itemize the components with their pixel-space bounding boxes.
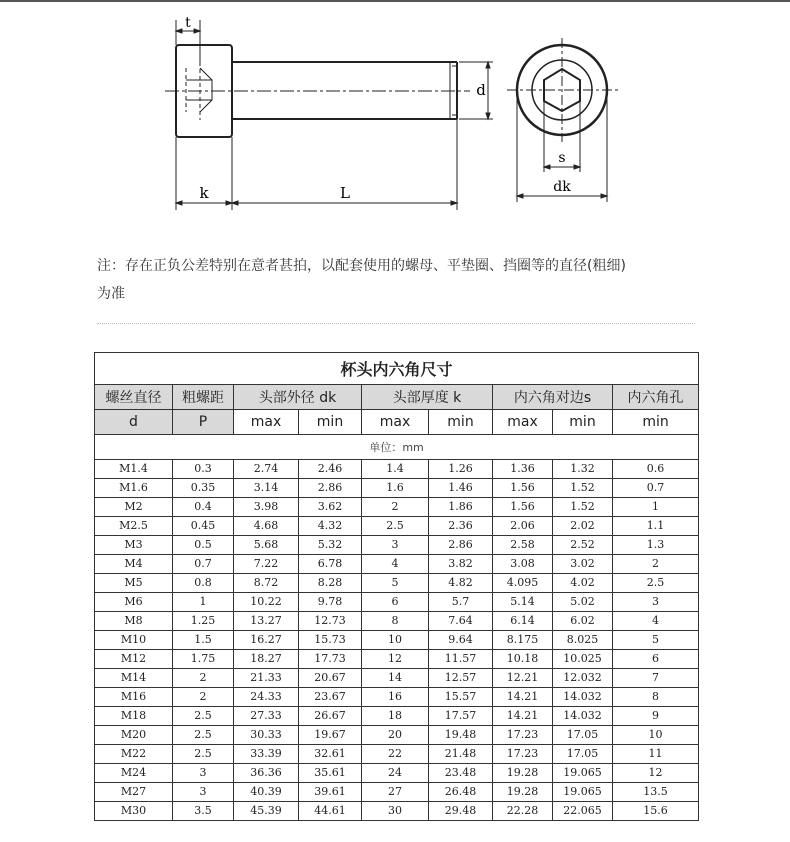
table-cell: 27.33	[234, 707, 299, 726]
side-view	[165, 45, 470, 137]
table-cell: 4.02	[553, 574, 613, 593]
table-cell: 17.05	[553, 745, 613, 764]
table-cell: 14.21	[493, 688, 553, 707]
table-cell: 2.86	[429, 536, 493, 555]
table-cell: 2.36	[429, 517, 493, 536]
table-cell: 13.5	[613, 783, 699, 802]
table-cell: 3	[173, 764, 234, 783]
table-cell: 8	[362, 612, 429, 631]
table-cell: 5.7	[429, 593, 493, 612]
table-cell: 13.27	[234, 612, 299, 631]
table-cell: M5	[95, 574, 173, 593]
table-cell: 2.52	[553, 536, 613, 555]
table-cell: M1.6	[95, 479, 173, 498]
table-cell: 10	[362, 631, 429, 650]
table-row	[95, 726, 699, 745]
table-cell: 15.6	[613, 802, 699, 821]
table-cell: 10.18	[493, 650, 553, 669]
header-sub-dk-max: max	[234, 410, 299, 435]
table-row	[95, 669, 699, 688]
table-cell: 15.73	[299, 631, 362, 650]
table-cell: 40.39	[234, 783, 299, 802]
table-cell: 12.032	[553, 669, 613, 688]
table-cell: 15.57	[429, 688, 493, 707]
table-cell: 3	[173, 783, 234, 802]
table-cell: 8.175	[493, 631, 553, 650]
table-cell: 1.52	[553, 479, 613, 498]
table-cell: 10.22	[234, 593, 299, 612]
table-cell: 3.08	[493, 555, 553, 574]
table-cell: 10.025	[553, 650, 613, 669]
table-cell: 2.86	[299, 479, 362, 498]
label-L: L	[340, 184, 350, 202]
end-view	[507, 38, 618, 142]
table-cell: M16	[95, 688, 173, 707]
table-cell: 16.27	[234, 631, 299, 650]
table-cell: M24	[95, 764, 173, 783]
table-cell: 23.48	[429, 764, 493, 783]
table-cell: 30.33	[234, 726, 299, 745]
table-cell: 2.74	[234, 460, 299, 479]
header-hex-socket-depth: 内六角孔	[613, 385, 699, 410]
header-row-1	[95, 385, 699, 410]
table-cell: 1.5	[173, 631, 234, 650]
table-cell: 21.33	[234, 669, 299, 688]
table-cell: 22	[362, 745, 429, 764]
table-cell: 8.025	[553, 631, 613, 650]
table-cell: 9.64	[429, 631, 493, 650]
label-k: k	[199, 184, 209, 202]
header-thread-diameter: 螺丝直径	[95, 385, 173, 410]
table-cell: 4.095	[493, 574, 553, 593]
table-cell: 33.39	[234, 745, 299, 764]
table-cell: 1.86	[429, 498, 493, 517]
screw-technical-drawing	[0, 0, 790, 240]
table-cell: M2.5	[95, 517, 173, 536]
table-cell: 8.28	[299, 574, 362, 593]
table-cell: 4	[362, 555, 429, 574]
table-cell: 8	[613, 688, 699, 707]
table-title: 杯头内六角尺寸	[95, 353, 699, 385]
note-line-1: 注：存在正负公差特别在意者甚拍，以配套使用的螺母、平垫圈、挡圈等的直径(粗细)	[97, 258, 626, 274]
table-cell: 2.5	[362, 517, 429, 536]
table-cell: M27	[95, 783, 173, 802]
table-cell: 4.82	[429, 574, 493, 593]
table-cell: 3	[362, 536, 429, 555]
table-cell: 1.25	[173, 612, 234, 631]
table-cell: 1.4	[362, 460, 429, 479]
table-cell: M6	[95, 593, 173, 612]
table-cell: 29.48	[429, 802, 493, 821]
table-cell: M14	[95, 669, 173, 688]
table-cell: 18	[362, 707, 429, 726]
table-cell: 1.56	[493, 498, 553, 517]
note-line-2: 为准	[97, 286, 125, 302]
table-cell: 6.14	[493, 612, 553, 631]
table-cell: 3.82	[429, 555, 493, 574]
table-cell: 30	[362, 802, 429, 821]
table-cell: 17.23	[493, 726, 553, 745]
table-cell: 2.58	[493, 536, 553, 555]
table-cell: M4	[95, 555, 173, 574]
table-cell: M20	[95, 726, 173, 745]
table-cell: 6	[613, 650, 699, 669]
table-cell: 19.28	[493, 764, 553, 783]
table-cell: 17.23	[493, 745, 553, 764]
table-cell: 2	[362, 498, 429, 517]
table-cell: 5	[613, 631, 699, 650]
table-cell: M30	[95, 802, 173, 821]
table-cell: 1.75	[173, 650, 234, 669]
table-cell: 26.67	[299, 707, 362, 726]
table-cell: 3.02	[553, 555, 613, 574]
header-head-diameter: 头部外径 dk	[234, 385, 362, 410]
table-cell: 1.46	[429, 479, 493, 498]
table-cell: 26.48	[429, 783, 493, 802]
header-row-2	[95, 410, 699, 435]
table-cell: 2.06	[493, 517, 553, 536]
table-cell: 5	[362, 574, 429, 593]
table-cell: 17.05	[553, 726, 613, 745]
table-row	[95, 688, 699, 707]
header-sub-dk-min: min	[299, 410, 362, 435]
table-cell: 2	[613, 555, 699, 574]
table-row	[95, 631, 699, 650]
table-cell: 24.33	[234, 688, 299, 707]
dimension-table	[94, 352, 699, 821]
table-cell: 5.68	[234, 536, 299, 555]
table-cell: 19.48	[429, 726, 493, 745]
table-cell: 0.3	[173, 460, 234, 479]
table-cell: 4.68	[234, 517, 299, 536]
table-cell: 1	[613, 498, 699, 517]
table-row	[95, 498, 699, 517]
table-cell: 11	[613, 745, 699, 764]
table-cell: 0.7	[613, 479, 699, 498]
table-cell: 3	[613, 593, 699, 612]
table-cell: 19.065	[553, 783, 613, 802]
table-cell: 2	[173, 688, 234, 707]
table-row	[95, 460, 699, 479]
table-cell: 8.72	[234, 574, 299, 593]
table-cell: 1.36	[493, 460, 553, 479]
table-cell: 2	[173, 669, 234, 688]
table-cell: 9	[613, 707, 699, 726]
label-s: s	[558, 150, 566, 166]
table-title-row	[95, 353, 699, 385]
table-cell: 1.26	[429, 460, 493, 479]
table-cell: 5.02	[553, 593, 613, 612]
tolerance-note	[97, 252, 707, 308]
table-cell: 12.57	[429, 669, 493, 688]
table-cell: M10	[95, 631, 173, 650]
table-row	[95, 707, 699, 726]
table-cell: 17.73	[299, 650, 362, 669]
table-row	[95, 650, 699, 669]
unit-row	[95, 435, 699, 460]
header-coarse-pitch: 粗螺距	[173, 385, 234, 410]
table-cell: 5.14	[493, 593, 553, 612]
header-sub-k-max: max	[362, 410, 429, 435]
table-cell: 16	[362, 688, 429, 707]
header-head-height: 头部厚度 k	[362, 385, 493, 410]
table-cell: 44.61	[299, 802, 362, 821]
table-row	[95, 764, 699, 783]
table-cell: 19.28	[493, 783, 553, 802]
table-cell: 1.32	[553, 460, 613, 479]
table-cell: 5.32	[299, 536, 362, 555]
table-cell: 39.61	[299, 783, 362, 802]
dotted-divider	[97, 323, 695, 324]
table-cell: M12	[95, 650, 173, 669]
table-cell: 14	[362, 669, 429, 688]
header-sub-d: d	[95, 410, 173, 435]
table-cell: 20	[362, 726, 429, 745]
table-cell: 1	[173, 593, 234, 612]
header-sub-k-min: min	[429, 410, 493, 435]
label-d: d	[476, 81, 486, 99]
table-row	[95, 612, 699, 631]
table-cell: 0.6	[613, 460, 699, 479]
table-cell: 0.5	[173, 536, 234, 555]
table-cell: 35.61	[299, 764, 362, 783]
table-cell: 36.36	[234, 764, 299, 783]
table-row	[95, 517, 699, 536]
table-cell: 10	[613, 726, 699, 745]
header-sub-p: P	[173, 410, 234, 435]
table-cell: 27	[362, 783, 429, 802]
table-cell: M3	[95, 536, 173, 555]
table-cell: 32.61	[299, 745, 362, 764]
table-cell: M22	[95, 745, 173, 764]
table-cell: 2.5	[613, 574, 699, 593]
table-cell: 4.32	[299, 517, 362, 536]
table-cell: 0.7	[173, 555, 234, 574]
table-row	[95, 802, 699, 821]
table-cell: M2	[95, 498, 173, 517]
table-cell: M18	[95, 707, 173, 726]
table-cell: 12	[362, 650, 429, 669]
table-cell: 2.5	[173, 707, 234, 726]
socket-cone	[200, 68, 212, 112]
table-cell: 20.67	[299, 669, 362, 688]
table-cell: 12.73	[299, 612, 362, 631]
table-cell: 2.46	[299, 460, 362, 479]
table-cell: 0.35	[173, 479, 234, 498]
table-cell: 0.45	[173, 517, 234, 536]
table-cell: M8	[95, 612, 173, 631]
table-cell: 7.64	[429, 612, 493, 631]
table-cell: 11.57	[429, 650, 493, 669]
table-cell: 45.39	[234, 802, 299, 821]
table-cell: 2.5	[173, 745, 234, 764]
table-cell: 19.065	[553, 764, 613, 783]
unit-label: 单位：mm	[95, 435, 699, 460]
table-row	[95, 574, 699, 593]
table-cell: 1.56	[493, 479, 553, 498]
table-row	[95, 745, 699, 764]
table-cell: 14.21	[493, 707, 553, 726]
table-cell: 18.27	[234, 650, 299, 669]
table-cell: 22.065	[553, 802, 613, 821]
table-cell: 0.4	[173, 498, 234, 517]
table-cell: 14.032	[553, 707, 613, 726]
table-cell: 1.6	[362, 479, 429, 498]
label-dk: dk	[553, 179, 571, 195]
table-cell: 9.78	[299, 593, 362, 612]
header-sub-s-min: min	[553, 410, 613, 435]
table-cell: 3.5	[173, 802, 234, 821]
table-cell: 23.67	[299, 688, 362, 707]
table-cell: 1.3	[613, 536, 699, 555]
header-sub-t-min: min	[613, 410, 699, 435]
table-row	[95, 536, 699, 555]
table-cell: 12	[613, 764, 699, 783]
table-row	[95, 783, 699, 802]
table-cell: 14.032	[553, 688, 613, 707]
table-cell: 1.1	[613, 517, 699, 536]
table-cell: 12.21	[493, 669, 553, 688]
table-cell: 2.5	[173, 726, 234, 745]
table-row	[95, 593, 699, 612]
table-cell: M1.4	[95, 460, 173, 479]
table-cell: 21.48	[429, 745, 493, 764]
label-t: t	[185, 15, 191, 31]
table-cell: 2.02	[553, 517, 613, 536]
table-cell: 7.22	[234, 555, 299, 574]
table-cell: 7	[613, 669, 699, 688]
table-cell: 3.98	[234, 498, 299, 517]
header-hex-across-flats: 内六角对边s	[493, 385, 613, 410]
table-cell: 1.52	[553, 498, 613, 517]
table-row	[95, 479, 699, 498]
table-cell: 17.57	[429, 707, 493, 726]
table-cell: 0.8	[173, 574, 234, 593]
dim-k-L	[176, 119, 457, 210]
table-cell: 4	[613, 612, 699, 631]
table-cell: 3.14	[234, 479, 299, 498]
table-cell: 6	[362, 593, 429, 612]
table-cell: 22.28	[493, 802, 553, 821]
table-cell: 24	[362, 764, 429, 783]
table-cell: 3.62	[299, 498, 362, 517]
header-sub-s-max: max	[493, 410, 553, 435]
table-cell: 19.67	[299, 726, 362, 745]
table-cell: 6.02	[553, 612, 613, 631]
table-cell: 6.78	[299, 555, 362, 574]
table-row	[95, 555, 699, 574]
